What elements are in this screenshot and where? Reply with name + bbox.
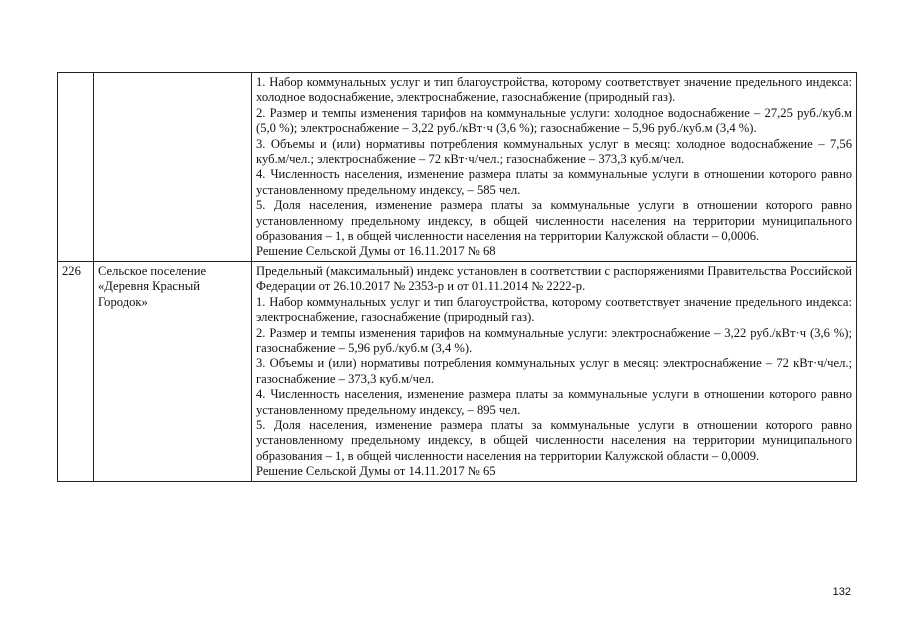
row-number-cell (58, 73, 94, 262)
description-paragraph: 4. Численность населения, изменение размера платы за коммунальные услуги в отношении которого равно установленному предельному индексу, – 585 чел. (256, 167, 852, 197)
decision-reference: Решение Сельской Думы от 14.11.2017 № 65 (256, 464, 496, 479)
description-paragraph: 2. Размер и темпы изменения тарифов на коммунальные услуги: холодное водоснабжение – 27,25 руб./куб.м (5,0 %); электроснабжение – 3,22 руб./кВт·ч (3,6 %); газоснабжение – 5,96 руб./куб.м (3,4 %). (256, 105, 852, 136)
description-paragraph: Предельный (максимальный) индекс установлен в соответствии с распоряжениями Правительства Российской Федерации от 26.10.2017 № 2353-р и от 01.11.2014 № 2222-р. (256, 263, 852, 294)
description-cell (252, 261, 857, 481)
municipality-name-cell (94, 73, 252, 262)
description-paragraph: 3. Объемы и (или) нормативы потребления коммунальных услуг в месяц: электроснабжение – 72 кВт·ч/чел.; газоснабжение – 373,3 куб.м/чел. (256, 356, 852, 386)
table-row (58, 261, 857, 481)
page-number: 132 (832, 586, 851, 598)
description-paragraph: 2. Размер и темпы изменения тарифов на коммунальные услуги: электроснабжение – 3,22 руб./кВт·ч (3,6 %); газоснабжение – 5,96 руб./куб.м (3,4 %). (256, 325, 852, 355)
description-paragraph: 3. Объемы и (или) нормативы потребления коммунальных услуг в месяц: холодное водоснабжение – 7,56 куб.м/чел.; электроснабжение – 72 кВт·ч/чел.; газоснабжение – 373,3 куб.м/чел. (256, 136, 852, 167)
description-paragraph: 5. Доля населения, изменение размера платы за коммунальные услуги в отношении которого равно установленному предельному индексу, в общей численности населения на территории муниципального образования – 1, в общей численности населения на территории Калужской области – 0,0006. (256, 198, 852, 244)
description-paragraph: 1. Набор коммунальных услуг и тип благоустройства, которому соответствует значение предельного индекса: холодное водоснабжение, электроснабжение, газоснабжение (природный газ). (256, 75, 852, 105)
decision-reference: Решение Сельской Думы от 16.11.2017 № 68 (256, 244, 496, 259)
description-paragraph: 4. Численность населения, изменение размера платы за коммунальные услуги в отношении которого равно установленному предельному индексу, – 895 чел. (256, 387, 852, 417)
municipality-name-cell: Сельское поселение «Деревня Красный Городок» (94, 261, 252, 481)
description-paragraph: 5. Доля населения, изменение размера платы за коммунальные услуги в отношении которого равно установленному предельному индексу, в общей численности населения на территории муниципального образования – 1, в общей численности населения на территории Калужской области – 0,0009. (256, 417, 852, 463)
table-row (58, 73, 857, 262)
description-cell (252, 73, 857, 262)
document-table (57, 72, 857, 482)
description-paragraph: 1. Набор коммунальных услуг и тип благоустройства, которому соответствует значение предельного индекса: электроснабжение, газоснабжение (природный газ). (256, 294, 852, 325)
row-number-cell: 226 (58, 261, 94, 481)
